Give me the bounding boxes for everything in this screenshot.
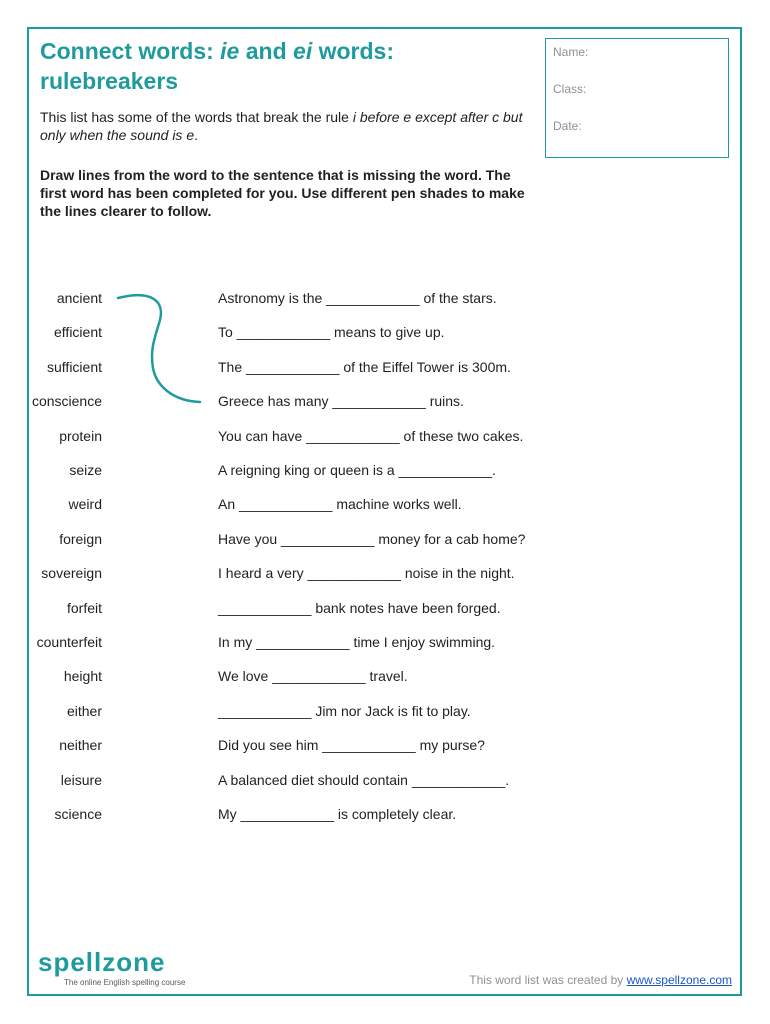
instructions: Draw lines from the word to the sentence that is missing the word. The first word has been completed for you. Use different pen shades to make the lines clearer to follow. <box>40 167 525 219</box>
date-label: Date: <box>553 119 582 133</box>
word-item: efficient <box>54 324 102 341</box>
sentence-item: A reigning king or queen is a ____________. <box>218 462 496 478</box>
word-item: height <box>63 668 102 685</box>
word-item: sufficient <box>47 358 102 375</box>
intro-text: This list has some of the words that break the rule i before e except after c but only when the sound is e. <box>40 109 523 143</box>
word-item: seize <box>69 462 102 478</box>
footer-credit: This word list was created by www.spellzone.com <box>469 973 732 987</box>
class-label: Class: <box>553 82 587 96</box>
word-item: neither <box>59 737 102 754</box>
word-item: protein <box>59 427 102 444</box>
spellzone-link[interactable]: www.spellzone.com <box>626 973 732 987</box>
sentence-item: ____________ Jim nor Jack is fit to play. <box>218 702 471 719</box>
word-item: conscience <box>31 393 102 410</box>
word-item: forfeit <box>66 599 102 616</box>
logo-tagline: The online English spelling course <box>64 978 186 987</box>
word-item: foreign <box>59 530 102 547</box>
sentence-item: I heard a very ____________ noise in the night. <box>218 565 515 582</box>
sentence-item: Have you ____________ money for a cab home? <box>218 530 526 547</box>
sentence-item: Greece has many ____________ ruins. <box>218 393 464 410</box>
word-item: counterfeit <box>36 634 102 650</box>
sentence-item: My ____________ is completely clear. <box>218 806 457 822</box>
sentence-item: ____________ bank notes have been forged. <box>218 599 501 616</box>
sentence-item: To ____________ means to give up. <box>218 324 445 341</box>
word-item: either <box>66 702 102 719</box>
spellzone-logo <box>38 948 185 987</box>
word-item: sovereign <box>41 565 102 582</box>
sentence-item: The ____________ of the Eiffel Tower is 300m. <box>218 358 511 375</box>
word-item: weird <box>68 496 102 513</box>
sentence-item: A balanced diet should contain ____________. <box>218 771 510 788</box>
sentence-item: In my ____________ time I enjoy swimming. <box>218 634 496 650</box>
page-title: Connect words: ie and ei words: rulebreakers <box>40 38 394 94</box>
name-label: Name: <box>553 45 589 59</box>
word-item: leisure <box>60 771 102 788</box>
sentence-item: Did you see him ____________ my purse? <box>218 737 485 754</box>
sentence-item: You can have ____________ of these two cakes. <box>218 427 524 444</box>
word-item: science <box>54 806 102 822</box>
word-item: ancient <box>56 290 102 306</box>
logo-wordmark: spellzone <box>38 947 166 977</box>
sentence-item: Astronomy is the ____________ of the stars. <box>218 290 497 306</box>
sentence-item: An ____________ machine works well. <box>218 496 462 513</box>
sentence-item: We love ____________ travel. <box>218 668 408 685</box>
